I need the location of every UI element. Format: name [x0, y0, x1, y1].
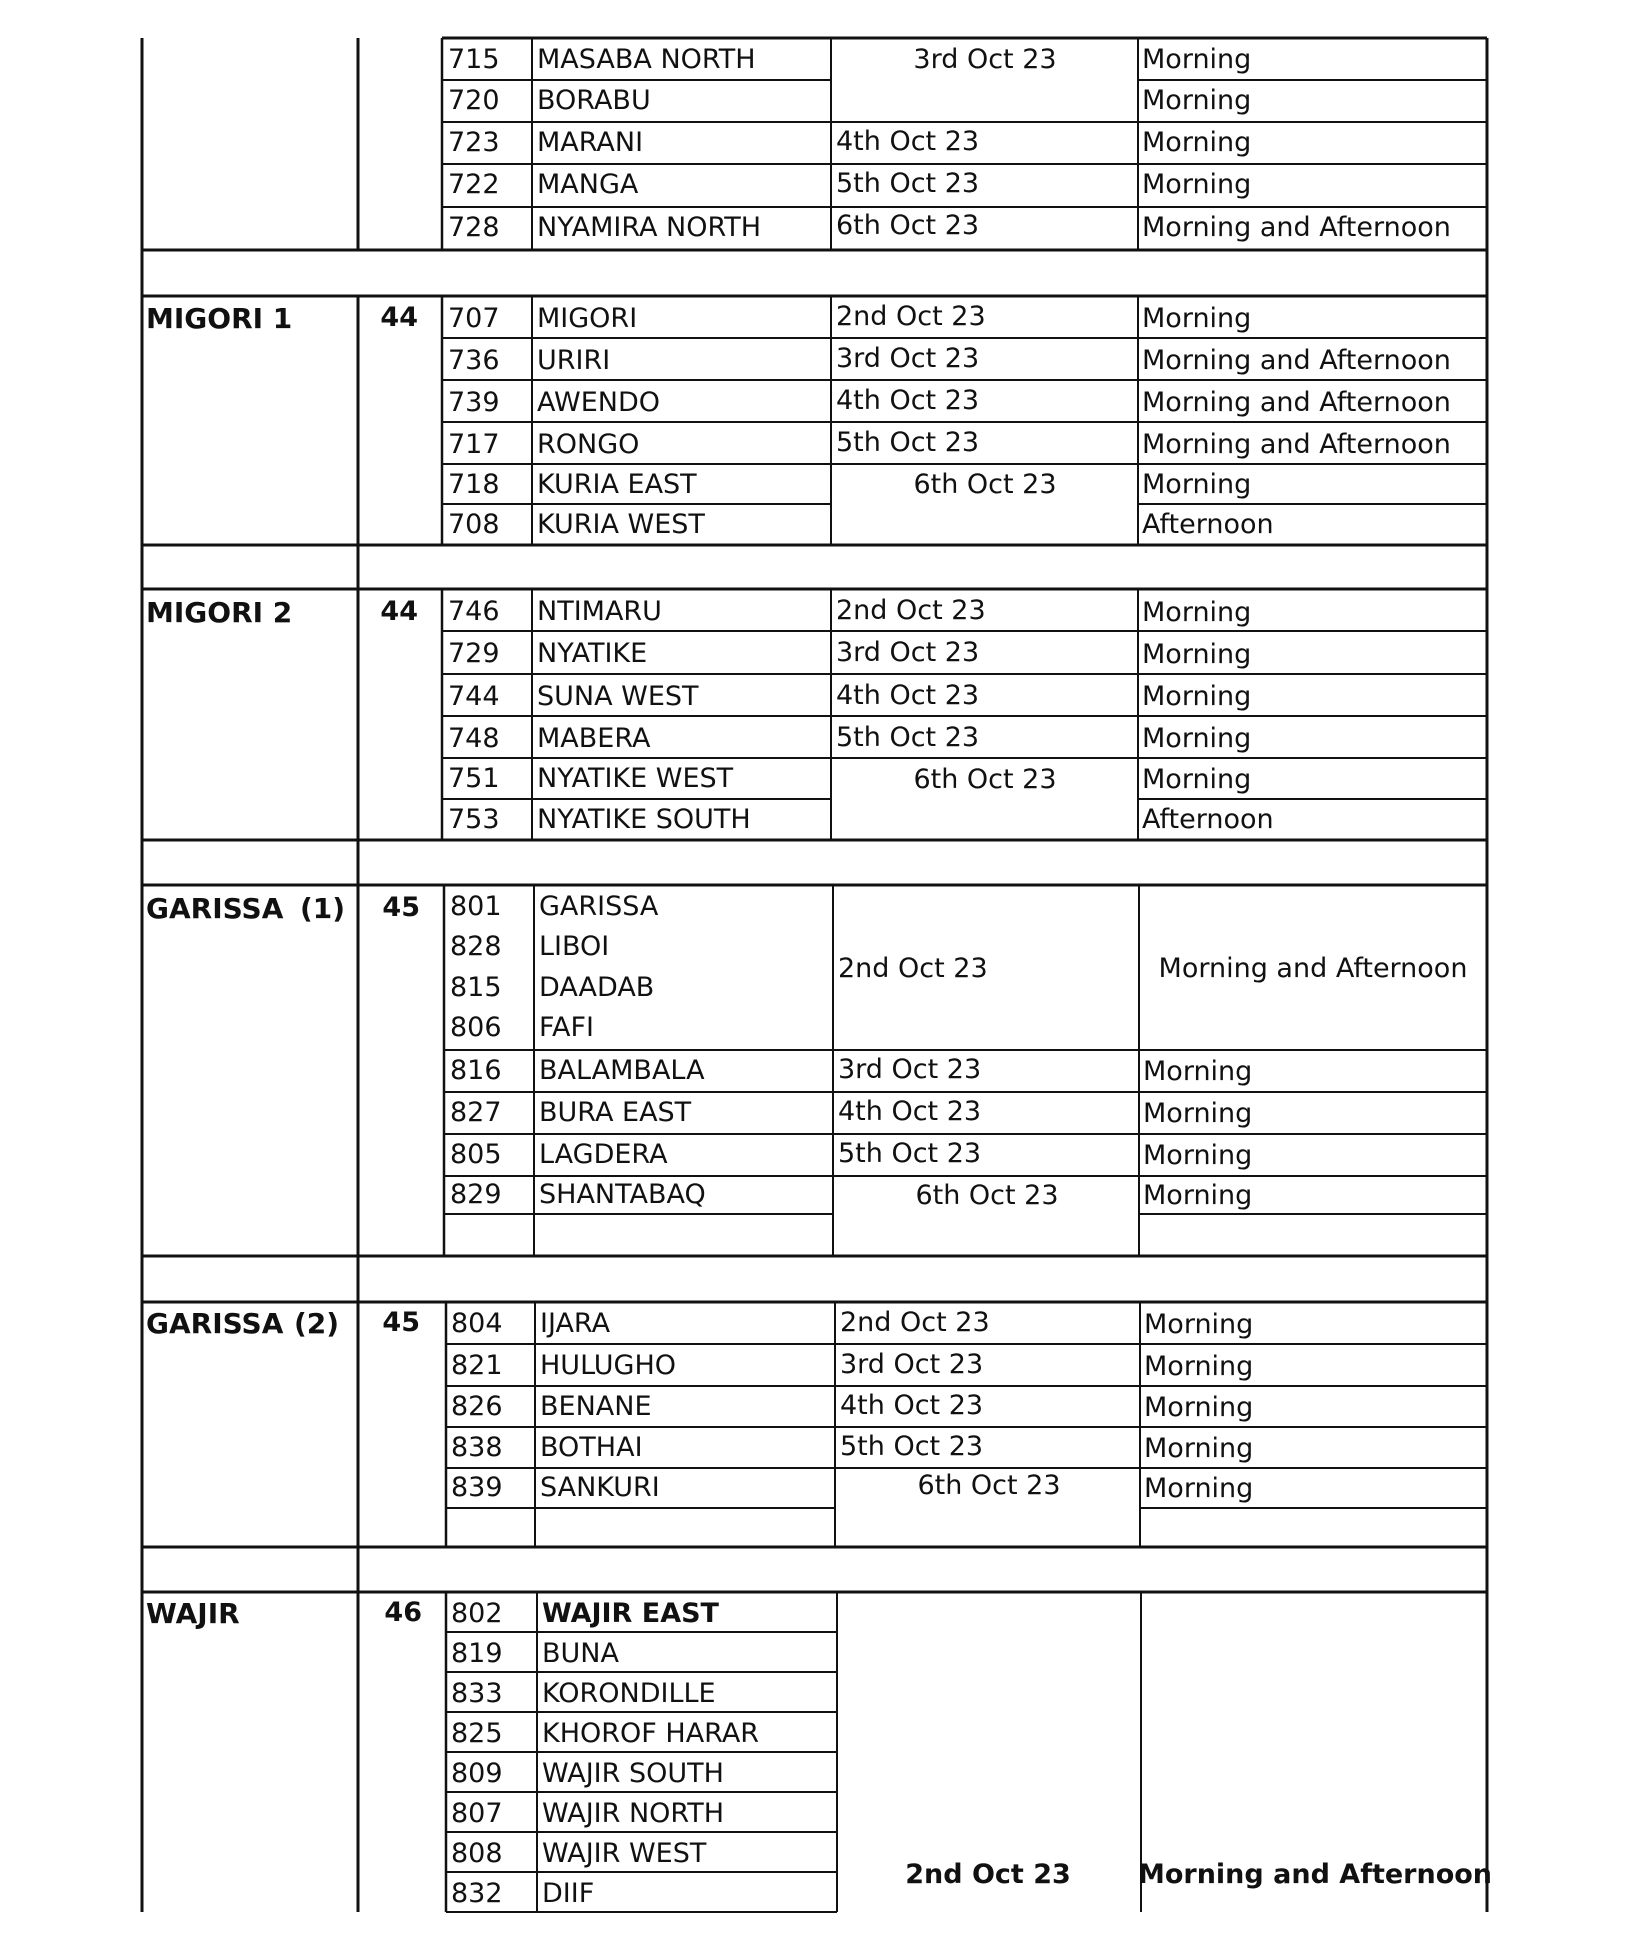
name: DAADAB [539, 972, 655, 1003]
code: 748 [448, 723, 500, 754]
region-name: MIGORI 1 [146, 302, 293, 335]
code: 804 [451, 1308, 503, 1339]
name: NYATIKE SOUTH [537, 804, 751, 835]
name: KORONDILLE [542, 1678, 716, 1709]
region-name: MIGORI 2 [146, 596, 293, 629]
date: 3rd Oct 23 [838, 1054, 982, 1085]
date: 3rd Oct 23 [913, 44, 1057, 75]
name: WAJIR WEST [542, 1838, 707, 1869]
date: 5th Oct 23 [838, 1138, 982, 1169]
name: NYAMIRA NORTH [537, 212, 762, 243]
date: 4th Oct 23 [838, 1096, 982, 1127]
date: 3rd Oct 23 [840, 1349, 984, 1380]
session: Morning [1143, 1180, 1253, 1211]
name: URIRI [537, 345, 611, 376]
date: 3rd Oct 23 [836, 637, 980, 668]
date: 5th Oct 23 [836, 427, 980, 458]
date: 4th Oct 23 [836, 385, 980, 416]
code: 816 [450, 1055, 502, 1086]
name: GARISSA [539, 891, 659, 922]
code: 828 [450, 931, 502, 962]
session: Morning [1142, 639, 1252, 670]
name: WAJIR SOUTH [542, 1758, 724, 1789]
code: 802 [451, 1598, 503, 1629]
session: Morning [1142, 469, 1252, 500]
region-number: 45 [382, 1307, 420, 1338]
name: MARANI [537, 127, 644, 158]
name: FAFI [539, 1012, 595, 1043]
code: 825 [451, 1718, 503, 1749]
date: 2nd Oct 23 [840, 1307, 990, 1338]
code: 808 [451, 1838, 503, 1869]
name: HULUGHO [540, 1350, 677, 1381]
session: Morning and Afternoon [1142, 387, 1451, 418]
date: 6th Oct 23 [836, 210, 980, 241]
code: 833 [451, 1678, 503, 1709]
code: 728 [448, 212, 500, 243]
session: Morning [1142, 597, 1252, 628]
code: 715 [448, 44, 500, 75]
session: Morning [1143, 1056, 1253, 1087]
region-suffix: (1) [300, 892, 346, 925]
name: BOTHAI [540, 1432, 643, 1463]
region-number: 44 [380, 302, 418, 333]
name: KURIA EAST [537, 469, 697, 500]
name: NYATIKE [537, 638, 648, 669]
region-number: 44 [380, 596, 418, 627]
date: 6th Oct 23 [915, 1180, 1059, 1211]
name: SHANTABAQ [539, 1179, 706, 1210]
session: Morning and Afternoon [1137, 1859, 1493, 1890]
code: 839 [451, 1472, 503, 1503]
code: 801 [450, 891, 502, 922]
code: 815 [450, 972, 502, 1003]
code: 826 [451, 1391, 503, 1422]
name: MASABA NORTH [537, 44, 756, 75]
code: 753 [448, 804, 500, 835]
code: 832 [451, 1878, 503, 1909]
code: 819 [451, 1638, 503, 1669]
name: SANKURI [540, 1472, 660, 1503]
session: Morning [1144, 1473, 1254, 1504]
name: WAJIR NORTH [542, 1798, 724, 1829]
region-name: GARISSA [146, 1307, 284, 1340]
region-name: GARISSA [146, 892, 284, 925]
date: 2nd Oct 23 [905, 1859, 1071, 1890]
code: 744 [448, 681, 500, 712]
session: Morning [1142, 723, 1252, 754]
region-number: 45 [382, 892, 420, 923]
name: RONGO [537, 429, 640, 460]
name: MIGORI [537, 303, 638, 334]
region-number: 46 [384, 1597, 422, 1628]
name: BUNA [542, 1638, 619, 1669]
session: Morning [1144, 1351, 1254, 1382]
date: 5th Oct 23 [836, 168, 980, 199]
session: Morning [1142, 44, 1252, 75]
region-suffix: (2) [294, 1307, 340, 1340]
code: 707 [448, 303, 500, 334]
code: 829 [450, 1179, 502, 1210]
session: Morning and Afternoon [1142, 345, 1451, 376]
session: Morning and Afternoon [1142, 212, 1451, 243]
code: 751 [448, 763, 500, 794]
name: IJARA [540, 1308, 611, 1339]
name: AWENDO [537, 387, 660, 418]
session: Morning [1142, 85, 1252, 116]
code: 718 [448, 469, 500, 500]
name: WAJIR EAST [542, 1598, 719, 1629]
session: Morning [1142, 681, 1252, 712]
session: Morning [1144, 1392, 1254, 1423]
code: 722 [448, 169, 500, 200]
name: KURIA WEST [537, 509, 705, 540]
date: 2nd Oct 23 [836, 595, 986, 626]
code: 827 [450, 1097, 502, 1128]
region-name: WAJIR [146, 1597, 240, 1630]
section-continued [448, 44, 1451, 243]
code: 720 [448, 85, 500, 116]
code: 739 [448, 387, 500, 418]
code: 729 [448, 638, 500, 669]
name: NYATIKE WEST [537, 763, 734, 794]
session: Morning [1142, 764, 1252, 795]
session: Morning [1142, 169, 1252, 200]
name: BALAMBALA [539, 1055, 705, 1086]
date: 3rd Oct 23 [836, 343, 980, 374]
name: SUNA WEST [537, 681, 699, 712]
code: 807 [451, 1798, 503, 1829]
session: Morning and Afternoon [1142, 429, 1451, 460]
date: 5th Oct 23 [836, 722, 980, 753]
code: 717 [448, 429, 500, 460]
session: Afternoon [1142, 509, 1274, 540]
session: Morning and Afternoon [1158, 953, 1468, 984]
name: DIIF [542, 1878, 595, 1909]
name: LIBOI [539, 931, 610, 962]
code: 809 [451, 1758, 503, 1789]
name: MABERA [537, 723, 651, 754]
code: 708 [448, 509, 500, 540]
session: Morning [1142, 303, 1252, 334]
date: 2nd Oct 23 [836, 301, 986, 332]
name: BENANE [540, 1391, 652, 1422]
name: NTIMARU [537, 596, 662, 627]
section-garissa-2 [146, 1307, 1253, 1504]
code: 736 [448, 345, 500, 376]
code: 805 [450, 1139, 502, 1170]
date: 6th Oct 23 [913, 764, 1057, 795]
session: Afternoon [1142, 804, 1274, 835]
name: LAGDERA [539, 1139, 668, 1170]
date: 4th Oct 23 [840, 1390, 984, 1421]
date: 5th Oct 23 [840, 1431, 984, 1462]
code: 821 [451, 1350, 503, 1381]
date: 6th Oct 23 [913, 469, 1057, 500]
code: 723 [448, 127, 500, 158]
date: 2nd Oct 23 [838, 953, 988, 984]
date: 4th Oct 23 [836, 126, 980, 157]
name: BURA EAST [539, 1097, 692, 1128]
name: BORABU [537, 85, 651, 116]
code: 838 [451, 1432, 503, 1463]
session: Morning [1143, 1140, 1253, 1171]
name: MANGA [537, 169, 639, 200]
code: 806 [450, 1012, 502, 1043]
session: Morning [1142, 127, 1252, 158]
session: Morning [1144, 1433, 1254, 1464]
name: KHOROF HARAR [542, 1718, 760, 1749]
code: 746 [448, 596, 500, 627]
session: Morning [1144, 1309, 1254, 1340]
date: 6th Oct 23 [917, 1470, 1061, 1501]
date: 4th Oct 23 [836, 680, 980, 711]
session: Morning [1143, 1098, 1253, 1129]
